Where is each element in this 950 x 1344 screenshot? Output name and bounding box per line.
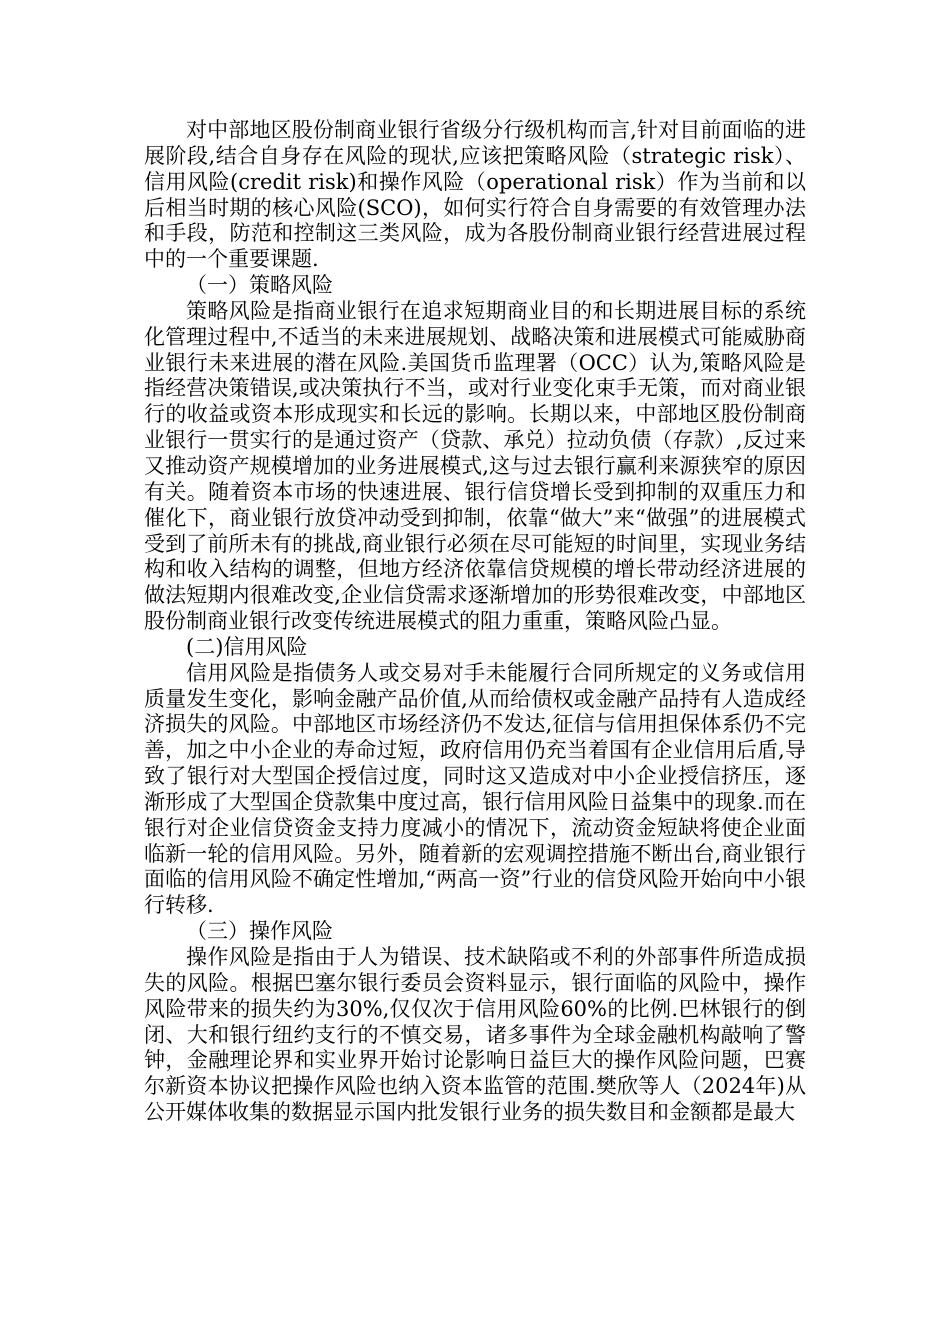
section-heading-operational-risk: （三）操作风险 — [186, 919, 333, 944]
section-heading-credit-risk: (二)信用风险 — [186, 634, 308, 659]
section-heading-strategic-risk: （一）策略风险 — [186, 273, 333, 298]
document-page — [144, 118, 806, 1126]
intro-paragraph: 对中部地区股份制商业银行省级分行级机构而言,针对目前面临的进展阶段,结合自身存在风险的现状,应该把策略风险（strategic risk）、信用风险(credit risk)和操作风险（operational risk）作为当前和以后相当时期的核心风险(SCO)，如何实行符合自身需要的有效管理办法和手段，防范和控制这三类风险，成为各股份制商业银行经营进展过程中的一个重要课题. — [144, 118, 806, 272]
section-body-operational-risk: 操作风险是指由于人为错误、技术缺陷或不利的外部事件所造成损失的风险。根据巴塞尔银行委员会资料显示，银行面临的风险中，操作风险带来的损失约为30%,仅仅次于信用风险60%的比例.巴林银行的倒闭、大和银行纽约支行的不慎交易，诸多事件为全球金融机构敲响了警钟，金融理论界和实业界开始讨论影响日益巨大的操作风险问题，巴赛尔新资本协议把操作风险也纳入资本监管的范围.樊欣等人（2024年)从公开媒体收集的数据显示国内批发银行业务的损失数目和金额都是最大 — [144, 945, 806, 1125]
section-body-strategic-risk: 策略风险是指商业银行在追求短期商业目的和长期进展目标的系统化管理过程中,不适当的未来进展规划、战略决策和进展模式可能威胁商业银行未来进展的潜在风险.美国货币监理署（OCC）认为,策略风险是指经营决策错误,或决策执行不当，或对行业变化束手无策，而对商业银行的收益或资本形成现实和长远的影响。长期以来，中部地区股份制商业银行一贯实行的是通过资产（贷款、承兑）拉动负债（存款）,反过来又推动资产规模增加的业务进展模式,这与过去银行赢利来源狭窄的原因有关。随着资本市场的快速进展、银行信贷增长受到抑制的双重压力和催化下，商业银行放贷冲动受到抑制，依靠“做大”来“做强”的进展模式受到了前所未有的挑战,商业银行必须在尽可能短的时间里，实现业务结构和收入结构的调整，但地方经济依靠信贷规模的增长带动经济进展的做法短期内很难改变,企业信贷需求逐渐增加的形势很难改变，中部地区股份制商业银行改变传统进展模式的阻力重重，策略风险凸显。 — [144, 298, 806, 634]
section-body-credit-risk: 信用风险是指债务人或交易对手未能履行合同所规定的义务或信用质量发生变化，影响金融产品价值,从而给债权或金融产品持有人造成经济损失的风险。中部地区市场经济仍不发达,征信与信用担保体系仍不完善，加之中小企业的寿命过短，政府信用仍充当着国有企业信用后盾,导致了银行对大型国企授信过度，同时这又造成对中小企业授信挤压，逐渐形成了大型国企贷款集中度过高，银行信用风险日益集中的现象.而在银行对企业信贷资金支持力度减小的情况下，流动资金短缺将使企业面临新一轮的信用风险。另外，随着新的宏观调控措施不断出台,商业银行面临的信用风险不确定性增加,“两高一资”行业的信贷风险开始向中小银行转移. — [144, 660, 806, 918]
